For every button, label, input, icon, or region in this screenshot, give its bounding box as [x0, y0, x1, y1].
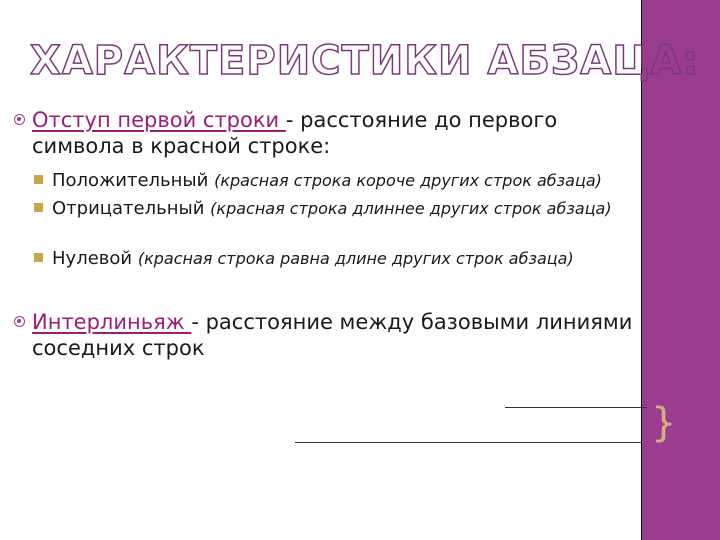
- leading-brace: }: [651, 400, 677, 446]
- square-bullet-icon: [34, 175, 43, 184]
- term-first-line-indent: Отступ первой строки: [32, 108, 286, 132]
- definition-leading: - расстояние между базовыми линиями соседних строк: [32, 310, 633, 360]
- subitem-negative: [34, 197, 634, 221]
- subitem-label: Нулевой: [52, 248, 133, 269]
- bullet-item-indent: [14, 107, 634, 159]
- baseline-line-2: [295, 442, 642, 443]
- subitem-label: Отрицательный: [52, 198, 205, 219]
- subitem-positive: [34, 169, 634, 193]
- subitem-note: (красная строка короче других строк абзаца): [214, 171, 602, 190]
- subitem-label: Положительный: [52, 170, 209, 191]
- square-bullet-icon: [34, 203, 43, 212]
- definition-first-line-indent: - расстояние до первого символа в красной строке:: [32, 108, 558, 158]
- subitem-zero: [34, 247, 634, 271]
- circle-bullet-icon: [14, 114, 25, 125]
- slide-title: ХАРАКТЕРИСТИКИ АБЗАЦА:: [30, 38, 700, 84]
- bullet-item-leading: [14, 309, 634, 361]
- subitem-note: (красная строка равна длине других строк абзаца): [137, 249, 574, 268]
- circle-bullet-icon: [14, 316, 25, 327]
- subitem-note: (красная строка длиннее других строк абзаца): [210, 199, 612, 218]
- baseline-line-1: [505, 407, 647, 408]
- term-leading: Интерлиньяж: [32, 310, 192, 334]
- square-bullet-icon: [34, 253, 43, 262]
